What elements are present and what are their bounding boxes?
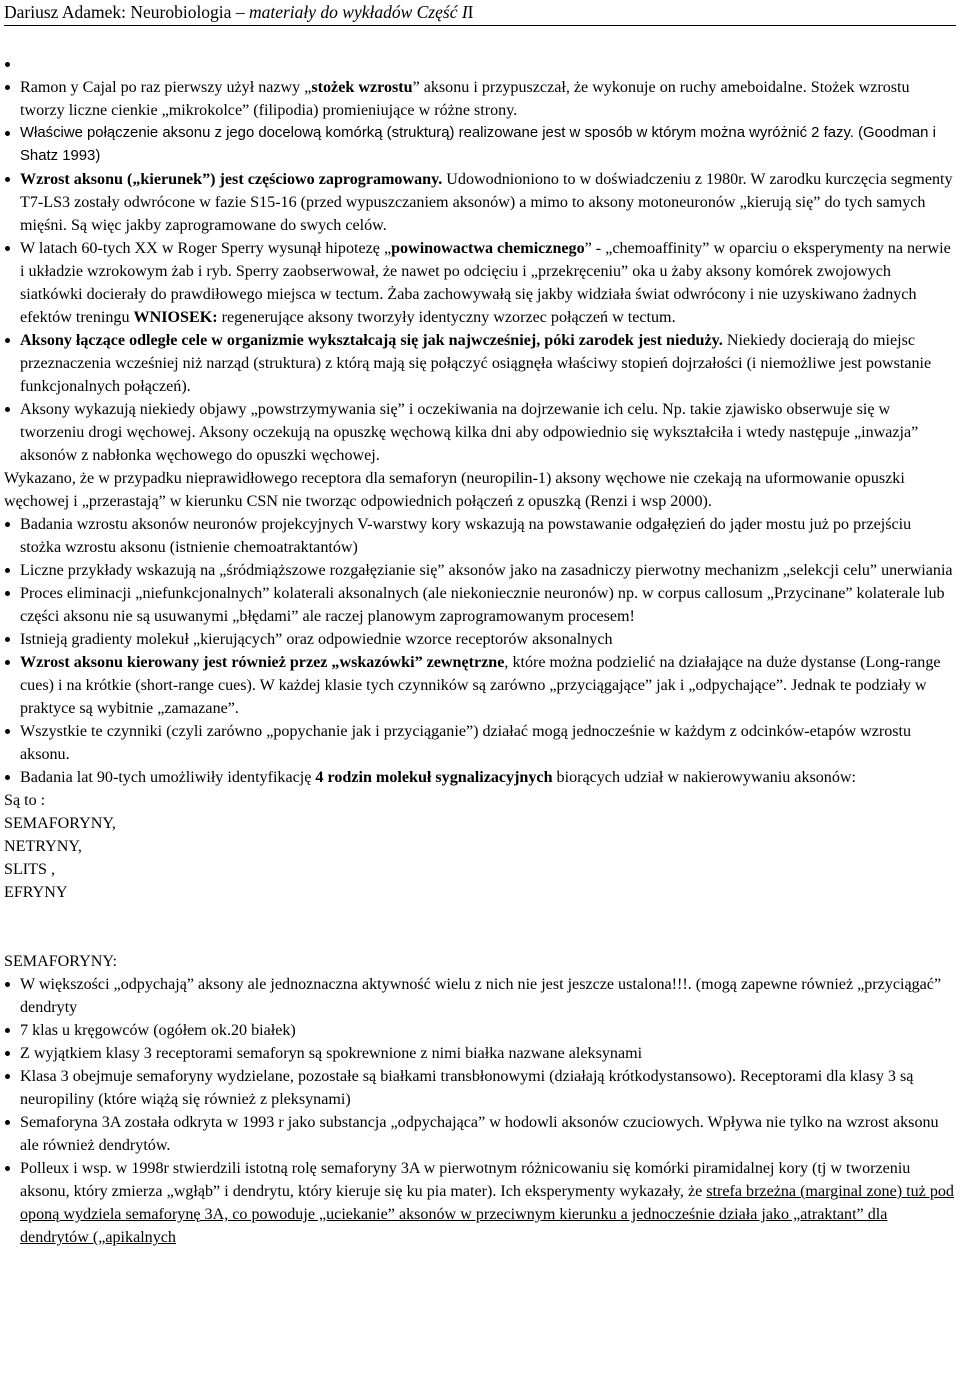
- family-item: SLITS ,: [4, 861, 55, 878]
- item-text: Z wyjątkiem klasy 3 receptorami semaforyn są spokrewnione z nimi białka nazwane aleksynami: [20, 1045, 643, 1062]
- list-item: [4, 122, 956, 168]
- bullet-icon: [5, 637, 10, 642]
- bullet-icon: [5, 1166, 10, 1171]
- section-heading: SEMAFORYNY:: [4, 953, 117, 970]
- list-item: [4, 398, 956, 467]
- header-suffix: I: [467, 2, 474, 22]
- bullet-list-3: [4, 973, 956, 1249]
- item-text: Ramon y Cajal po raz pierwszy użył nazwy „: [20, 79, 312, 96]
- item-text: Semaforyna 3A została odkryta w 1993 r jako substancja „odpychająca” w hodowli aksonów czuciowych. Wpływa nie tylko na wzrost aksonu ale również dendrytów.: [20, 1114, 939, 1154]
- list-item: [4, 53, 956, 76]
- spacer: [4, 904, 956, 950]
- family-item: SEMAFORYNY,: [4, 815, 116, 832]
- bullet-list-2: [4, 513, 956, 789]
- header-italic: materiały do wykładów Część I: [248, 2, 468, 22]
- list-item: [4, 1111, 956, 1157]
- bullet-icon: [5, 131, 10, 136]
- list-item: [4, 720, 956, 766]
- item-text: ” - „chemoaffinity” w oparciu o eksperymenty na nerwie i układzie wzrokowym żab i ryb. Sperry zaobserwował, że nawet po odcięciu i „przekręceniu” oka u żaby aksony komórek zwojowych siatkówki docierały do prawdiłowego miejsca w tectum. Żaba zachowywałą się jakby widziała świat odwrócony i nie uzyskiwano żadnych efektów treningu: [20, 240, 951, 326]
- header-text: Dariusz Adamek: Neurobiologia –: [4, 2, 249, 22]
- list-item: [4, 628, 956, 651]
- bullet-icon: [5, 338, 10, 343]
- list-item: [4, 329, 956, 398]
- bullet-icon: [5, 407, 10, 412]
- item-bold: powinowactwa chemicznego: [391, 240, 585, 257]
- bullet-icon: [5, 775, 10, 780]
- item-text: biorących udział w nakierowywaniu aksonów:: [552, 769, 856, 786]
- item-text: Aksony wykazują niekiedy objawy „powstrzymywania się” i oczekiwania na dojrzewanie ich celu. Np. takie zjawisko obserwuje się w tworzeniu drogi węchowej. Aksony oczekują na opuszkę węchową kilka dni aby odpowiednio się wykształciła i wtedy następuje „inwazja” aksonów z nabłonka węchowego do opuszki węchowej.: [20, 401, 919, 464]
- list-item: [4, 1042, 956, 1065]
- item-text: Niekiedy docierają do miejsc przeznaczenia wcześniej niż narząd (struktura) z którą mają się połączyć osiągnęła właściwy stopień dojrzałości (i niemożliwe jest powstanie funkcjonalnych połączeń).: [20, 332, 932, 395]
- bullet-icon: [5, 660, 10, 665]
- item-bold: Wzrost aksonu kierowany jest również przez „wskazówki” zewnętrzne: [20, 654, 505, 671]
- bullet-icon: [5, 522, 10, 527]
- bullet-icon: [5, 1028, 10, 1033]
- bullet-icon: [5, 982, 10, 987]
- item-bold: stożek wzrostu: [311, 79, 413, 96]
- item-text: ” aksonu i przypuszczał, że wykonuje on ruchy ameboidalne. Stożek wzrostu tworzy liczne cienkie „mikrokolce” (filipodia) promieniujące w różne strony.: [20, 79, 910, 119]
- list-item: [4, 651, 956, 720]
- bullet-icon: [5, 246, 10, 251]
- list-intro: Są to :: [4, 792, 46, 809]
- item-text: 7 klas u kręgowców (ogółem ok.20 białek): [20, 1022, 296, 1039]
- bullet-icon: [5, 85, 10, 90]
- item-text: Badania lat 90-tych umożliwiły identyfikację: [20, 769, 316, 786]
- item-text: W latach 60-tych XX w Roger Sperry wysunął hipotezę „: [20, 240, 392, 257]
- bullet-list-1: [4, 53, 956, 467]
- page-header: [4, 0, 956, 26]
- item-text: W większości „odpychają” aksony ale jednoznaczna aktywność wielu z nich nie jest jeszcze ustalona!!!. (mogą zapewne również „przyciągać” dendryty: [20, 976, 942, 1016]
- bullet-icon: [5, 591, 10, 596]
- item-bold: WNIOSEK:: [133, 309, 218, 326]
- item-text: Liczne przykłady wskazują na „śródmiąższowe rozgałęzianie się” aksonów jako na zasadniczy pierwotny mechanizm „selekcji celu” unerwiania: [20, 562, 953, 579]
- bullet-icon: [5, 568, 10, 573]
- item-text: Proces eliminacji „niefunkcjonalnych” kolaterali aksonalnych (ale niekoniecznie neuronów) np. w corpus callosum „Przycinane” kolaterale lub części aksonu nie są usuwanymi „błędami” ale raczej planowym zaprogramowanym procesem!: [20, 585, 945, 625]
- list-item: [4, 973, 956, 1019]
- item-text: Polleux i wsp. w 1998r stwierdzili istotną rolę semaforyny 3A w pierwotnym różnicowaniu się komórki piramidalnej kory (tj w tworzeniu aksonu, który zmierza „wgłąb” i dendrytu, który kieruje się ku pia mater). Ich eksperymenty wykazały, że: [20, 1160, 911, 1200]
- bullet-icon: [5, 62, 10, 67]
- list-item: [4, 559, 956, 582]
- bullet-icon: [5, 1074, 10, 1079]
- bullet-icon: [5, 177, 10, 182]
- bullet-icon: [5, 1051, 10, 1056]
- item-text: regenerujące aksony tworzyły identyczny wzorzec połączeń w tectum.: [217, 309, 676, 326]
- list-item: [4, 1065, 956, 1111]
- family-item: EFRYNY: [4, 884, 68, 901]
- item-text: Istnieją gradienty molekuł „kierujących” oraz odpowiednie wzorce receptorów aksonalnych: [20, 631, 613, 648]
- item-text: Badania wzrostu aksonów neuronów projekcyjnych V-warstwy kory wskazują na powstawanie odgałęzień do jąder mostu już po przejściu stożka wzrostu aksonu (istnienie chemoatraktantów): [20, 516, 912, 556]
- family-item: NETRYNY,: [4, 838, 82, 855]
- item-text: , które można podzielić na działające na duże dystanse (Long-range cues) i na krótkie (short-range cues). W każdej klasie tych czynników są zarówno „przyciągające” jak i „odpychające”. Jednak te podziały w praktyce są wybitnie „zamazane”.: [20, 654, 941, 717]
- list-item: [4, 582, 956, 628]
- item-bold: 4 rodzin molekuł sygnalizacyjnych: [315, 769, 553, 786]
- paragraph: Wykazano, że w przypadku nieprawidłowego receptora dla semaforyn (neuropilin-1) aksony węchowe nie czekają na uformowanie opuszki węchowej i „przerastają” w kierunku CSN nie tworząc odpowiednich połączeń z opuszką (Renzi i wsp 2000).: [4, 470, 905, 510]
- item-bold: Wzrost aksonu („kierunek”) jest częściowo zaprogramowany.: [20, 171, 443, 188]
- item-text: Udowodnioniono to w doświadczeniu z 1980r. W zarodku kurczęcia segmenty T7-LS3 zostały odwrócone w fazie S15-16 (przed wypuszczaniem aksonów) a mimo to aksony motoneuronów „kierują się” do tych samych mięśni. Są więc jakby zaprogramowane do swych celów.: [20, 171, 953, 234]
- item-text: Właściwe połączenie aksonu z jego docelową komórką (strukturą) realizowane jest w sposób w którym można wyróżnić 2 fazy. (Goodman i Shatz 1993): [20, 125, 936, 164]
- list-item: [4, 1157, 956, 1249]
- list-item: [4, 513, 956, 559]
- item-bold: Aksony łączące odległe cele w organizmie wykształcają się jak najwcześniej, póki zarodek jest nieduży.: [20, 332, 723, 349]
- bullet-icon: [5, 1120, 10, 1125]
- item-underlined: strefa brzeżna (marginal zone) tuż pod oponą wydziela semaforynę 3A, co powoduje „uciekanie” aksonów w przeciwnym kierunku a jednocześnie działa jako „atraktant” dla dendrytów („apikalnych: [20, 1183, 954, 1246]
- list-item: [4, 168, 956, 237]
- list-item: [4, 766, 956, 789]
- list-item: [4, 1019, 956, 1042]
- list-item: [4, 76, 956, 122]
- item-text: Wszystkie te czynniki (czyli zarówno „popychanie jak i przyciąganie”) działać mogą jednocześnie w każdym z odcinków-etapów wzrostu aksonu.: [20, 723, 912, 763]
- item-text: Klasa 3 obejmuje semaforyny wydzielane, pozostałe są białkami transbłonowymi (działają krótkodystansowo). Receptorami dla klasy 3 są neuropiliny (które wiążą się również z pleksynami): [20, 1068, 914, 1108]
- bullet-icon: [5, 729, 10, 734]
- list-item: [4, 237, 956, 329]
